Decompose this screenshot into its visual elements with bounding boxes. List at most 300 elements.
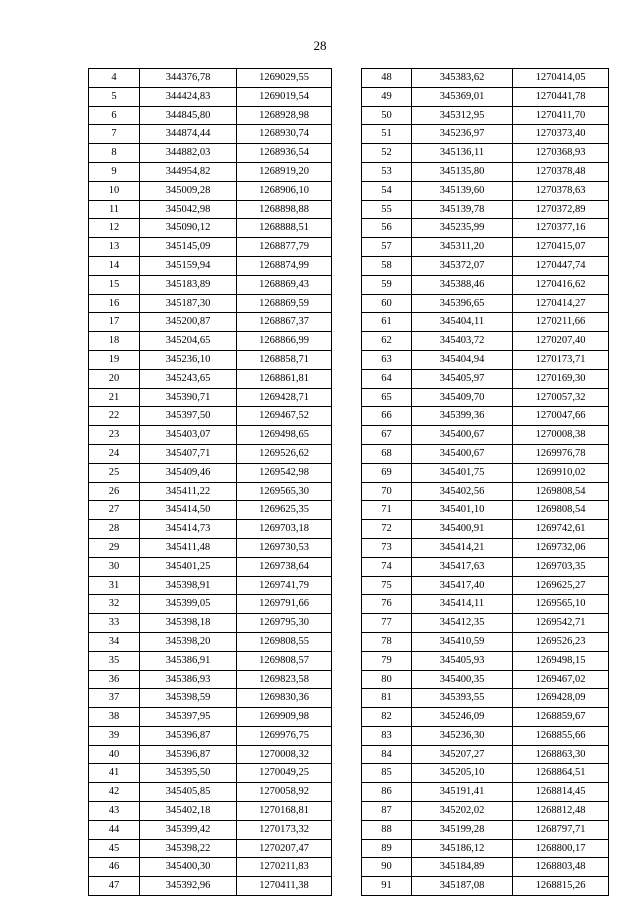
point-number-cell: 78 (362, 632, 412, 651)
point-number-cell: 79 (362, 651, 412, 670)
y-coordinate-cell: 1270173,71 (513, 350, 609, 369)
point-number-cell: 85 (362, 764, 412, 783)
point-number-cell: 28 (89, 520, 140, 539)
y-coordinate-cell: 1268866,99 (237, 332, 332, 351)
table-row (89, 839, 332, 858)
table-row (362, 764, 609, 783)
x-coordinate-cell: 345372,07 (412, 256, 513, 275)
point-number-cell: 64 (362, 369, 412, 388)
y-coordinate-cell: 1269830,36 (237, 689, 332, 708)
y-coordinate-cell: 1268877,79 (237, 238, 332, 257)
y-coordinate-cell: 1270207,40 (513, 332, 609, 351)
point-number-cell: 16 (89, 294, 140, 313)
point-number-cell: 15 (89, 275, 140, 294)
y-coordinate-cell: 1270414,05 (513, 69, 609, 88)
x-coordinate-cell: 345400,91 (412, 520, 513, 539)
y-coordinate-cell: 1269976,75 (237, 726, 332, 745)
point-number-cell: 73 (362, 538, 412, 557)
table-row (89, 87, 332, 106)
y-coordinate-cell: 1270372,89 (513, 200, 609, 219)
y-coordinate-cell: 1268861,81 (237, 369, 332, 388)
table-row (362, 181, 609, 200)
y-coordinate-cell: 1269019,54 (237, 87, 332, 106)
table-row (89, 482, 332, 501)
y-coordinate-cell: 1269428,71 (237, 388, 332, 407)
table-row (89, 388, 332, 407)
y-coordinate-cell: 1268888,51 (237, 219, 332, 238)
table-row (89, 332, 332, 351)
table-row (362, 670, 609, 689)
table-row (89, 726, 332, 745)
y-coordinate-cell: 1268863,30 (513, 745, 609, 764)
x-coordinate-cell: 345312,95 (412, 106, 513, 125)
point-number-cell: 69 (362, 463, 412, 482)
point-number-cell: 12 (89, 219, 140, 238)
x-coordinate-cell: 344376,78 (140, 69, 237, 88)
x-coordinate-cell: 344954,82 (140, 162, 237, 181)
point-number-cell: 76 (362, 595, 412, 614)
y-coordinate-cell: 1268814,45 (513, 783, 609, 802)
y-coordinate-cell: 1270168,81 (237, 802, 332, 821)
x-coordinate-cell: 344874,44 (140, 125, 237, 144)
point-number-cell: 52 (362, 144, 412, 163)
y-coordinate-cell: 1268919,20 (237, 162, 332, 181)
point-number-cell: 68 (362, 444, 412, 463)
table-row (89, 238, 332, 257)
table-row (362, 745, 609, 764)
table-row (89, 444, 332, 463)
point-number-cell: 88 (362, 820, 412, 839)
y-coordinate-cell: 1270414,27 (513, 294, 609, 313)
y-coordinate-cell: 1269808,57 (237, 651, 332, 670)
x-coordinate-cell: 345187,08 (412, 877, 513, 896)
x-coordinate-cell: 345159,94 (140, 256, 237, 275)
y-coordinate-cell: 1269808,54 (513, 482, 609, 501)
y-coordinate-cell: 1270211,83 (237, 858, 332, 877)
x-coordinate-cell: 345200,87 (140, 313, 237, 332)
point-number-cell: 5 (89, 87, 140, 106)
y-coordinate-cell: 1270368,93 (513, 144, 609, 163)
y-coordinate-cell: 1269542,98 (237, 463, 332, 482)
x-coordinate-cell: 345191,41 (412, 783, 513, 802)
table-row (89, 783, 332, 802)
point-number-cell: 29 (89, 538, 140, 557)
y-coordinate-cell: 1270411,70 (513, 106, 609, 125)
table-row (362, 200, 609, 219)
point-number-cell: 26 (89, 482, 140, 501)
x-coordinate-cell: 345417,40 (412, 576, 513, 595)
y-coordinate-cell: 1270173,32 (237, 820, 332, 839)
x-coordinate-cell: 345393,55 (412, 689, 513, 708)
point-number-cell: 30 (89, 557, 140, 576)
point-number-cell: 10 (89, 181, 140, 200)
point-number-cell: 49 (362, 87, 412, 106)
x-coordinate-cell: 345186,12 (412, 839, 513, 858)
point-number-cell: 60 (362, 294, 412, 313)
point-number-cell: 51 (362, 125, 412, 144)
y-coordinate-cell: 1268797,71 (513, 820, 609, 839)
x-coordinate-cell: 345414,50 (140, 501, 237, 520)
table-row (89, 256, 332, 275)
point-number-cell: 81 (362, 689, 412, 708)
point-number-cell: 18 (89, 332, 140, 351)
point-number-cell: 8 (89, 144, 140, 163)
table-row (362, 144, 609, 163)
y-coordinate-cell: 1269730,53 (237, 538, 332, 557)
x-coordinate-cell: 345235,99 (412, 219, 513, 238)
table-row (89, 520, 332, 539)
point-number-cell: 66 (362, 407, 412, 426)
table-row (362, 162, 609, 181)
y-coordinate-cell: 1270447,74 (513, 256, 609, 275)
table-row (89, 407, 332, 426)
x-coordinate-cell: 345401,25 (140, 557, 237, 576)
x-coordinate-cell: 345207,27 (412, 745, 513, 764)
point-number-cell: 62 (362, 332, 412, 351)
table-row (362, 407, 609, 426)
x-coordinate-cell: 345386,91 (140, 651, 237, 670)
point-number-cell: 72 (362, 520, 412, 539)
x-coordinate-cell: 345398,91 (140, 576, 237, 595)
y-coordinate-cell: 1268898,88 (237, 200, 332, 219)
x-coordinate-cell: 345398,59 (140, 689, 237, 708)
point-number-cell: 20 (89, 369, 140, 388)
x-coordinate-cell: 345395,50 (140, 764, 237, 783)
table-row (89, 877, 332, 896)
point-number-cell: 45 (89, 839, 140, 858)
y-coordinate-cell: 1270378,63 (513, 181, 609, 200)
y-coordinate-cell: 1269703,18 (237, 520, 332, 539)
x-coordinate-cell: 345396,87 (140, 726, 237, 745)
table-row (362, 69, 609, 88)
y-coordinate-cell: 1268906,10 (237, 181, 332, 200)
x-coordinate-cell: 345236,97 (412, 125, 513, 144)
y-coordinate-cell: 1269823,58 (237, 670, 332, 689)
y-coordinate-cell: 1269738,64 (237, 557, 332, 576)
y-coordinate-cell: 1270008,38 (513, 426, 609, 445)
x-coordinate-cell: 345398,22 (140, 839, 237, 858)
x-coordinate-cell: 345386,93 (140, 670, 237, 689)
table-row (89, 764, 332, 783)
table-row (362, 595, 609, 614)
table-row (362, 369, 609, 388)
y-coordinate-cell: 1268812,48 (513, 802, 609, 821)
table-row (362, 557, 609, 576)
table-row (362, 256, 609, 275)
table-row (89, 125, 332, 144)
table-row (89, 689, 332, 708)
page-number: 28 (313, 38, 327, 53)
table-row (89, 708, 332, 727)
x-coordinate-cell: 345400,30 (140, 858, 237, 877)
y-coordinate-cell: 1268858,71 (237, 350, 332, 369)
x-coordinate-cell: 345400,35 (412, 670, 513, 689)
y-coordinate-cell: 1268815,26 (513, 877, 609, 896)
x-coordinate-cell: 344882,03 (140, 144, 237, 163)
x-coordinate-cell: 345187,30 (140, 294, 237, 313)
y-coordinate-cell: 1269742,61 (513, 520, 609, 539)
x-coordinate-cell: 345139,60 (412, 181, 513, 200)
table-row (362, 87, 609, 106)
x-coordinate-cell: 345404,94 (412, 350, 513, 369)
table-row (89, 745, 332, 764)
y-coordinate-cell: 1270373,40 (513, 125, 609, 144)
point-number-cell: 55 (362, 200, 412, 219)
point-number-cell: 36 (89, 670, 140, 689)
x-coordinate-cell: 345412,35 (412, 614, 513, 633)
x-coordinate-cell: 345405,93 (412, 651, 513, 670)
x-coordinate-cell: 345236,30 (412, 726, 513, 745)
point-number-cell: 38 (89, 708, 140, 727)
y-coordinate-cell: 1268936,54 (237, 144, 332, 163)
y-coordinate-cell: 1270211,66 (513, 313, 609, 332)
x-coordinate-cell: 345184,89 (412, 858, 513, 877)
y-coordinate-cell: 1269909,98 (237, 708, 332, 727)
table-row (362, 350, 609, 369)
point-number-cell: 17 (89, 313, 140, 332)
table-row (362, 839, 609, 858)
point-number-cell: 44 (89, 820, 140, 839)
table-row (362, 802, 609, 821)
table-row (89, 670, 332, 689)
table-row (89, 557, 332, 576)
point-number-cell: 48 (362, 69, 412, 88)
point-number-cell: 70 (362, 482, 412, 501)
x-coordinate-cell: 345236,10 (140, 350, 237, 369)
point-number-cell: 47 (89, 877, 140, 896)
table-row (362, 332, 609, 351)
table-row (362, 294, 609, 313)
point-number-cell: 75 (362, 576, 412, 595)
x-coordinate-cell: 345411,22 (140, 482, 237, 501)
point-number-cell: 67 (362, 426, 412, 445)
point-number-cell: 33 (89, 614, 140, 633)
point-number-cell: 19 (89, 350, 140, 369)
table-row (362, 689, 609, 708)
y-coordinate-cell: 1269542,71 (513, 614, 609, 633)
y-coordinate-cell: 1269703,35 (513, 557, 609, 576)
x-coordinate-cell: 345402,18 (140, 802, 237, 821)
table-row (89, 538, 332, 557)
point-number-cell: 89 (362, 839, 412, 858)
x-coordinate-cell: 345409,46 (140, 463, 237, 482)
y-coordinate-cell: 1268928,98 (237, 106, 332, 125)
table-row (362, 219, 609, 238)
y-coordinate-cell: 1270047,66 (513, 407, 609, 426)
table-row (89, 463, 332, 482)
table-row (89, 501, 332, 520)
x-coordinate-cell: 345388,46 (412, 275, 513, 294)
point-number-cell: 82 (362, 708, 412, 727)
x-coordinate-cell: 345042,98 (140, 200, 237, 219)
x-coordinate-cell: 345400,67 (412, 426, 513, 445)
table-row (89, 219, 332, 238)
point-number-cell: 25 (89, 463, 140, 482)
table-row (362, 426, 609, 445)
x-coordinate-cell: 345145,09 (140, 238, 237, 257)
y-coordinate-cell: 1269467,52 (237, 407, 332, 426)
y-coordinate-cell: 1269791,66 (237, 595, 332, 614)
x-coordinate-cell: 345199,28 (412, 820, 513, 839)
point-number-cell: 83 (362, 726, 412, 745)
table-row (362, 538, 609, 557)
y-coordinate-cell: 1269625,35 (237, 501, 332, 520)
x-coordinate-cell: 345136,11 (412, 144, 513, 163)
table-row (89, 632, 332, 651)
table-row (362, 632, 609, 651)
table-row (362, 501, 609, 520)
y-coordinate-cell: 1269428,09 (513, 689, 609, 708)
x-coordinate-cell: 345399,42 (140, 820, 237, 839)
y-coordinate-cell: 1270411,38 (237, 877, 332, 896)
table-row (362, 275, 609, 294)
table-row (89, 106, 332, 125)
table-row (89, 144, 332, 163)
point-number-cell: 39 (89, 726, 140, 745)
table-row (89, 576, 332, 595)
x-coordinate-cell: 345396,87 (140, 745, 237, 764)
table-row (89, 181, 332, 200)
x-coordinate-cell: 345246,09 (412, 708, 513, 727)
y-coordinate-cell: 1268869,59 (237, 294, 332, 313)
point-number-cell: 32 (89, 595, 140, 614)
x-coordinate-cell: 345402,56 (412, 482, 513, 501)
table-row (89, 200, 332, 219)
table-row (89, 820, 332, 839)
y-coordinate-cell: 1268874,99 (237, 256, 332, 275)
table-row (362, 106, 609, 125)
table-row (362, 726, 609, 745)
point-number-cell: 54 (362, 181, 412, 200)
x-coordinate-cell: 345090,12 (140, 219, 237, 238)
y-coordinate-cell: 1270207,47 (237, 839, 332, 858)
point-number-cell: 91 (362, 877, 412, 896)
table-row (89, 294, 332, 313)
x-coordinate-cell: 345411,48 (140, 538, 237, 557)
table-row (362, 520, 609, 539)
y-coordinate-cell: 1269741,79 (237, 576, 332, 595)
y-coordinate-cell: 1269498,65 (237, 426, 332, 445)
table-row (89, 313, 332, 332)
point-number-cell: 87 (362, 802, 412, 821)
point-number-cell: 9 (89, 162, 140, 181)
y-coordinate-cell: 1269565,10 (513, 595, 609, 614)
y-coordinate-cell: 1270377,16 (513, 219, 609, 238)
x-coordinate-cell: 345397,50 (140, 407, 237, 426)
table-row (362, 820, 609, 839)
x-coordinate-cell: 345183,89 (140, 275, 237, 294)
point-number-cell: 40 (89, 745, 140, 764)
x-coordinate-cell: 345410,59 (412, 632, 513, 651)
table-row (89, 426, 332, 445)
table-row (362, 614, 609, 633)
table-row (89, 369, 332, 388)
point-number-cell: 41 (89, 764, 140, 783)
point-number-cell: 77 (362, 614, 412, 633)
x-coordinate-cell: 345398,18 (140, 614, 237, 633)
table-row (362, 576, 609, 595)
point-number-cell: 46 (89, 858, 140, 877)
table-row (89, 802, 332, 821)
y-coordinate-cell: 1270057,32 (513, 388, 609, 407)
x-coordinate-cell: 345243,65 (140, 369, 237, 388)
y-coordinate-cell: 1270049,25 (237, 764, 332, 783)
table-row (362, 238, 609, 257)
x-coordinate-cell: 345404,11 (412, 313, 513, 332)
x-coordinate-cell: 345204,65 (140, 332, 237, 351)
y-coordinate-cell: 1268859,67 (513, 708, 609, 727)
table-row (89, 595, 332, 614)
point-number-cell: 14 (89, 256, 140, 275)
x-coordinate-cell: 345398,20 (140, 632, 237, 651)
point-number-cell: 58 (362, 256, 412, 275)
y-coordinate-cell: 1268800,17 (513, 839, 609, 858)
x-coordinate-cell: 345383,62 (412, 69, 513, 88)
x-coordinate-cell: 345205,10 (412, 764, 513, 783)
y-coordinate-cell: 1270378,48 (513, 162, 609, 181)
x-coordinate-cell: 345135,80 (412, 162, 513, 181)
x-coordinate-cell: 345392,96 (140, 877, 237, 896)
y-coordinate-cell: 1269910,02 (513, 463, 609, 482)
x-coordinate-cell: 345414,21 (412, 538, 513, 557)
y-coordinate-cell: 1269526,62 (237, 444, 332, 463)
point-number-cell: 24 (89, 444, 140, 463)
table-row (89, 162, 332, 181)
coordinates-table-left (88, 68, 332, 896)
table-row (362, 858, 609, 877)
y-coordinate-cell: 1269732,06 (513, 538, 609, 557)
point-number-cell: 6 (89, 106, 140, 125)
point-number-cell: 56 (362, 219, 412, 238)
x-coordinate-cell: 345397,95 (140, 708, 237, 727)
point-number-cell: 43 (89, 802, 140, 821)
point-number-cell: 50 (362, 106, 412, 125)
point-number-cell: 90 (362, 858, 412, 877)
y-coordinate-cell: 1270058,92 (237, 783, 332, 802)
x-coordinate-cell: 345401,75 (412, 463, 513, 482)
x-coordinate-cell: 345399,36 (412, 407, 513, 426)
table-row (362, 783, 609, 802)
x-coordinate-cell: 345414,11 (412, 595, 513, 614)
y-coordinate-cell: 1268855,66 (513, 726, 609, 745)
x-coordinate-cell: 345399,05 (140, 595, 237, 614)
y-coordinate-cell: 1269467,02 (513, 670, 609, 689)
coordinates-table-right (361, 68, 609, 896)
table-row (89, 69, 332, 88)
x-coordinate-cell: 345009,28 (140, 181, 237, 200)
x-coordinate-cell: 345401,10 (412, 501, 513, 520)
table-row (89, 614, 332, 633)
y-coordinate-cell: 1269808,55 (237, 632, 332, 651)
point-number-cell: 35 (89, 651, 140, 670)
x-coordinate-cell: 345409,70 (412, 388, 513, 407)
point-number-cell: 34 (89, 632, 140, 651)
table-row (362, 482, 609, 501)
point-number-cell: 27 (89, 501, 140, 520)
x-coordinate-cell: 345390,71 (140, 388, 237, 407)
x-coordinate-cell: 344424,83 (140, 87, 237, 106)
point-number-cell: 65 (362, 388, 412, 407)
point-number-cell: 57 (362, 238, 412, 257)
x-coordinate-cell: 345396,65 (412, 294, 513, 313)
x-coordinate-cell: 345311,20 (412, 238, 513, 257)
y-coordinate-cell: 1269526,23 (513, 632, 609, 651)
point-number-cell: 23 (89, 426, 140, 445)
point-number-cell: 13 (89, 238, 140, 257)
y-coordinate-cell: 1270008,32 (237, 745, 332, 764)
point-number-cell: 31 (89, 576, 140, 595)
point-number-cell: 21 (89, 388, 140, 407)
